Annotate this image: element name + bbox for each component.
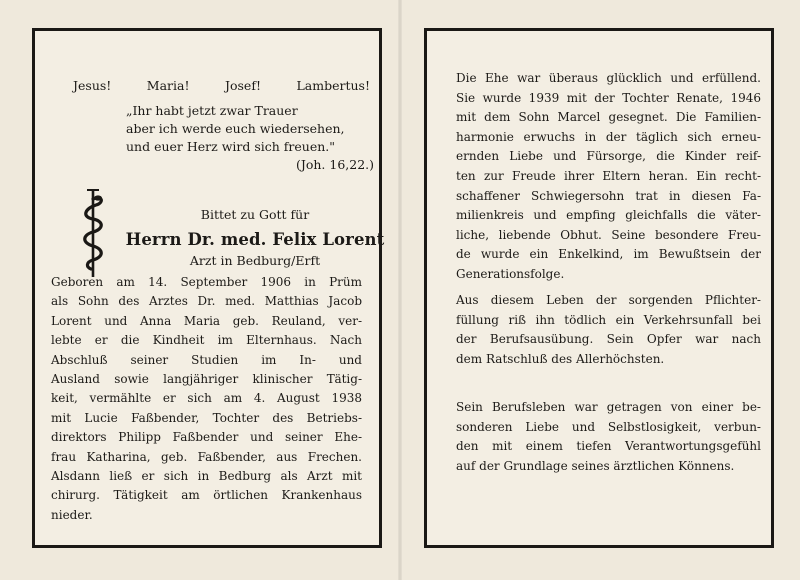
bio-line: direktors Philipp Faßbender und seiner Ehe- [51,430,362,445]
bio-line: nieder. [51,507,93,522]
bio-line: chirurg. Tätigkeit am örtlichen Krankenhaus [51,488,362,503]
invocation-jesus: Jesus! [73,78,112,93]
paragraph-line: ernden Liebe und Fürsorge, die Kinder reif- [456,149,761,164]
quote-reference: (Joh. 16,22.) [295,157,374,172]
bio-line: lebte er die Kindheit im Elternhaus. Nach [51,333,362,348]
paragraph-line: Aus diesem Leben der sorgenden Pflichter- [456,293,761,307]
bio-line: mit Lucie Faßbender, Tochter des Betriebs- [51,410,362,425]
card-fold [398,0,402,580]
paragraph-line: füllung riß ihn tödlich ein Verkehrsunfall bei [456,312,761,327]
paragraph-line: den mit einem tiefen Verantwortungsgefühl [456,439,761,454]
paragraph-line: de wurde ein Enkelkind, im Bewußtsein der [456,247,761,262]
bio-line: Geboren am 14. September 1906 in Prüm [51,275,362,289]
bio-line: Lorent und Anna Maria geb. Reuland, ver- [51,313,362,328]
invocation-josef: Josef! [224,78,261,93]
bio-line: frau Katharina, geb. Faßbender, aus Frechen. [51,449,362,464]
bio-line: als Sohn des Arztes Dr. med. Matthias Jacob [51,294,362,309]
paragraph-line: schaffener Schwiegersohn trat in diesen Fa- [456,188,761,203]
paragraph-line: liche, liebende Obhut. Seine besondere Freu- [456,227,761,242]
paragraph-accident [456,291,761,369]
deceased-name: Herrn Dr. med. Felix Lorent [125,230,385,249]
paragraph-line: milienkreis und empfing gleichfalls die väter- [456,208,761,223]
quote-line: aber ich werde euch wiedersehen, [126,121,345,136]
paragraph-line: mit dem Sohn Marcel gesegnet. Die Familien- [456,110,761,125]
paragraph-line: Die Ehe war überaus glücklich und erfüllend. [456,71,761,85]
profession: Arzt in Bedburg/Erft [189,253,321,268]
invocation-maria: Maria! [146,78,190,93]
right-panel [424,28,774,548]
invocation-lambertus: Lambertus! [296,78,370,93]
invocations [73,78,370,93]
paragraph-line: harmonie erwuchs in der täglich sich erneu- [456,129,761,144]
paragraph-marriage [456,69,761,285]
paragraph-line: Sein Berufsleben war getragen von einer be- [456,400,761,414]
quote-line: „Ihr habt jetzt zwar Trauer [126,103,298,118]
biography [51,273,362,525]
bio-line: Alsdann ließ er sich in Bedburg als Arzt mit [51,469,362,484]
paragraph-line: Generationsfolge. [456,266,565,281]
paragraph-line: ten zur Freude ihrer Eltern heran. Ein recht- [456,168,761,183]
paragraph-line: auf der Grundlage seines ärztlichen Könnens. [456,458,735,473]
bio-line: keit, vermählte er sich am 4. August 1938 [51,391,362,406]
paragraph-line: Sie wurde 1939 mit der Tochter Renate, 1946 [456,90,761,105]
caduceus-icon [78,187,108,279]
paragraph-line: sonderen Liebe und Selbstlosigkeit, verbun- [456,419,761,434]
intro-text: Bittet zu Gott für [200,207,310,222]
left-panel [32,28,385,548]
quote-line: und euer Herz wird sich freuen." [126,139,336,154]
bio-line: Ausland sowie langjähriger klinischer Tätig- [51,372,362,387]
paragraph-line: dem Ratschluß des Allerhöchsten. [456,351,665,366]
paragraph-line: der Berufsausübung. Sein Opfer war nach [456,332,761,347]
paragraph-career [456,398,761,476]
bio-line: Abschluß seiner Studien im In- und [51,352,362,367]
bible-quote [126,102,374,174]
